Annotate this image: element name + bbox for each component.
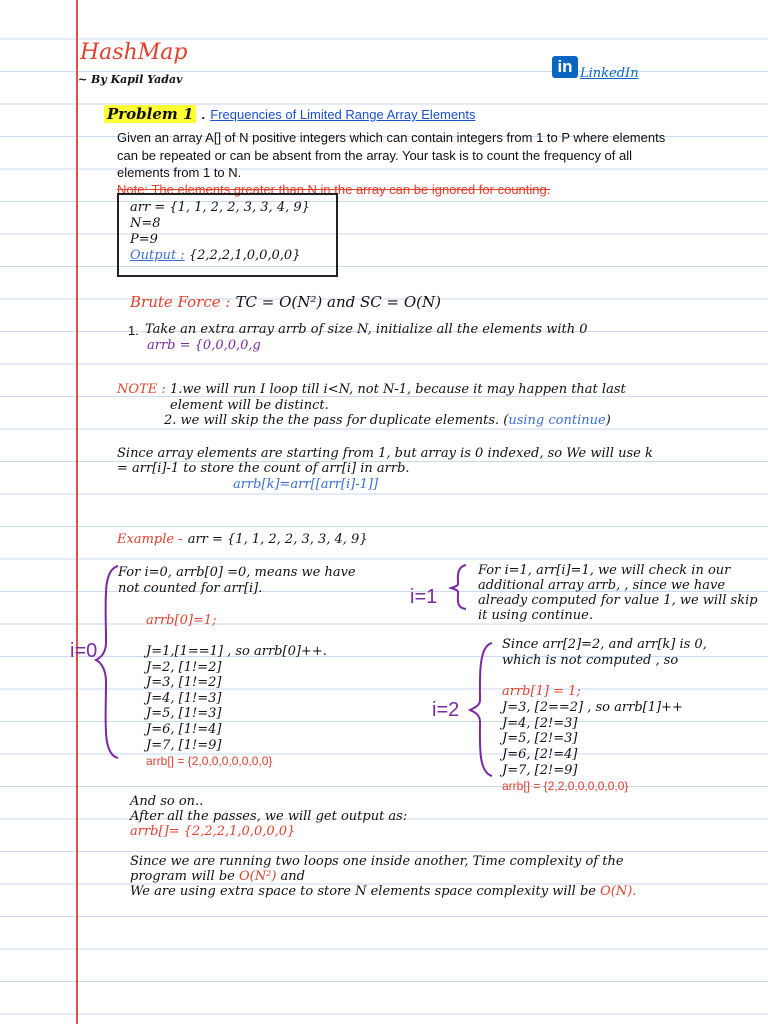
left-line-5: J=5, [1!=3]: [146, 706, 222, 721]
example-arr-line: arr = {1, 1, 2, 2, 3, 3, 4, 9}: [187, 532, 368, 547]
step-1-text: Take an extra array arrb of size N, initialize all the elements with 0: [145, 322, 588, 337]
left-result: arrb[] = {2,0,0,0,0,0,0,0}: [146, 754, 273, 768]
right-top-brace: [448, 562, 470, 612]
note-label: NOTE :: [117, 382, 166, 397]
right-bottom-line-5: J=7, [2!=9]: [502, 763, 578, 778]
final-output: arrb[]= {2,2,2,1,0,0,0,0}: [130, 824, 296, 839]
right-bottom-intro-1: Since arr[2]=2, and arr[k] is 0,: [502, 637, 707, 652]
since-line-1: Since array elements are starting from 1, but array is 0 indexed, so We will use k: [117, 446, 653, 461]
right-bottom-brace: [466, 640, 496, 780]
space-complexity-line: [130, 884, 636, 899]
left-line-1: J=1,[1==1] , so arrb[0]++.: [146, 644, 327, 659]
right-bottom-init: arrb[1] = 1;: [502, 684, 581, 699]
linkedin-icon[interactable]: in: [552, 56, 578, 78]
problem-separator: .: [201, 107, 206, 122]
annotation-i-1: i=1: [410, 586, 438, 608]
annotation-i-2: i=2: [432, 699, 460, 721]
page-title: HashMap: [80, 40, 188, 65]
example-output: [130, 248, 300, 263]
right-top-line-1: For i=1, arr[i]=1, we will check in our: [478, 563, 731, 578]
right-bottom-result: arrb[] = {2,2,0,0,0,0,0,0}: [502, 779, 629, 793]
right-top-line-2: additional array arrb, , since we have: [478, 578, 726, 593]
brute-force-label: Brute Force :: [130, 293, 231, 311]
right-bottom-intro-2: which is not computed , so: [502, 653, 679, 668]
note-line-2-text: 2. we will skip the the pass for duplicate elements.: [164, 413, 500, 428]
problem-description-line-3: elements from 1 to N.: [117, 165, 242, 180]
after-all-passes: After all the passes, we will get output as:: [130, 809, 408, 824]
example-label: Example -: [117, 532, 183, 547]
example-arr: arr = {1, 1, 2, 2, 3, 3, 4, 9}: [130, 200, 310, 215]
left-intro-2: not counted for arr[i].: [118, 581, 263, 596]
right-bottom-line-3: J=5, [2!=3]: [502, 731, 578, 746]
since-code: arrb[k]=arr[[arr[i]-1]]: [233, 477, 379, 492]
note-line-1a: 1.we will run I loop till i<N, not N-1, because it may happen that last: [170, 382, 626, 397]
left-line-6: J=6, [1!=4]: [146, 722, 222, 737]
right-bottom-line-4: J=6, [2!=4]: [502, 747, 578, 762]
author-byline: ~ By Kapil Yadav: [78, 73, 183, 86]
brute-force-heading: [130, 292, 441, 311]
step-1-code: arrb = {0,0,0,0,g: [147, 338, 261, 353]
example-heading: [117, 528, 368, 547]
left-init: arrb[0]=1;: [146, 613, 217, 628]
time-complexity-line-2: [130, 869, 305, 884]
problem-label: Problem 1: [104, 105, 196, 123]
note-line-1b: element will be distinct.: [170, 398, 329, 413]
right-bottom-line-1: J=3, [2==2] , so arrb[1]++: [502, 700, 683, 715]
time-complexity-prefix: program will be: [130, 869, 235, 884]
example-p: P=9: [130, 232, 158, 247]
since-line-2: = arr[i]-1 to store the count of arr[i] in arrb.: [117, 461, 410, 476]
space-complexity-text: We are using extra space to store N elements space complexity will be: [130, 884, 596, 899]
annotation-i-0: i=0: [70, 640, 98, 662]
time-complexity-suffix: and: [280, 869, 305, 884]
right-top-line-3: already computed for value 1, we will skip: [478, 593, 758, 608]
note-line-2: [164, 413, 611, 428]
linkedin-link[interactable]: LinkedIn: [580, 66, 639, 81]
step-1-number: 1.: [128, 323, 139, 338]
problem-heading: [104, 104, 475, 123]
right-top-line-4: it using continue.: [478, 608, 593, 623]
problem-link[interactable]: Frequencies of Limited Range Array Elements: [210, 107, 476, 122]
left-line-4: J=4, [1!=3]: [146, 691, 222, 706]
left-line-2: J=2, [1!=2]: [146, 660, 222, 675]
output-value: {2,2,2,1,0,0,0,0}: [188, 248, 301, 263]
right-bottom-line-2: J=4, [2!=3]: [502, 716, 578, 731]
space-complexity-value: O(N).: [600, 884, 637, 899]
left-line-3: J=3, [1!=2]: [146, 675, 222, 690]
note-line-2-paren-open: (: [503, 413, 509, 428]
output-label: Output :: [130, 248, 185, 263]
time-complexity-value: O(N²): [239, 869, 277, 884]
and-so-on: And so on..: [130, 794, 204, 809]
note-line-2-paren-close: ): [605, 413, 611, 428]
problem-description-line-1: Given an array A[] of N positive integers which can contain integers from 1 to P where elements: [117, 130, 666, 145]
problem-note: Note: The elements greater than N in the array can be ignored for counting.: [117, 182, 551, 197]
example-n: N=8: [130, 216, 161, 231]
left-intro-1: For i=0, arrb[0] =0, means we have: [118, 565, 356, 580]
note-line-2-highlight: using continue: [508, 413, 606, 428]
brute-force-complexity: TC = O(N²) and SC = O(N): [235, 293, 441, 311]
problem-description-line-2: can be repeated or can be absent from the array. Your task is to count the frequency of all: [117, 148, 633, 163]
time-complexity-line-1: Since we are running two loops one inside another, Time complexity of the: [130, 854, 624, 869]
left-line-7: J=7, [1!=9]: [146, 738, 222, 753]
margin-line: [76, 0, 78, 1024]
